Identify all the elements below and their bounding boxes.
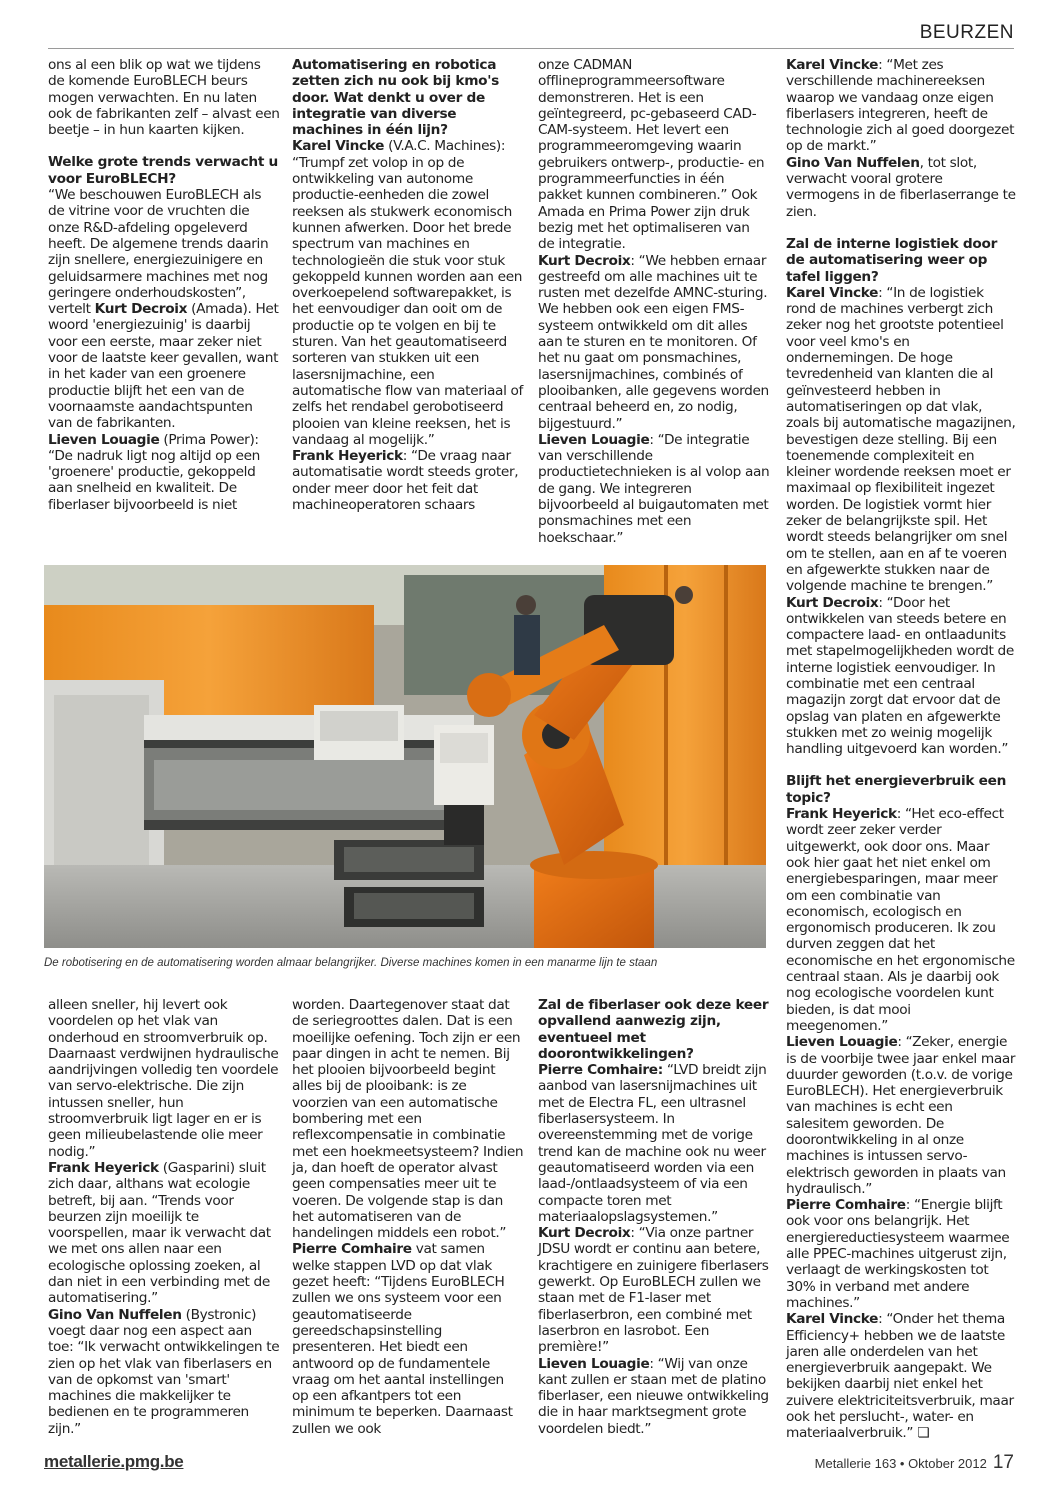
header-rule: [48, 48, 1014, 49]
paragraph: Karel Vincke: “Onder het thema Efficiency+ hebben we de laatste jaren alle onderdelen van het energieverbruik aangepakt. We bekijken daarbij niet enkel het zuivere elektriciteitsverbruik, maar ook het perslucht-, water- en materiaalverbruik.” ❏: [786, 1311, 1014, 1442]
paragraph: Lieven Louagie (Prima Power): “De nadruk ligt nog altijd op een 'groenere' productie, gekoppeld aan snelheid en kwaliteit. De fiberlaser bijvoorbeeld is niet: [48, 431, 260, 513]
question-heading: Zal de interne logistiek door de automatisering weer op tafel liggen?: [786, 235, 998, 285]
speaker-name: Frank Heyerick: [292, 448, 403, 465]
speaker-name: Karel Vincke: [292, 138, 385, 155]
paragraph: Karel Vincke: “Met zes verschillende machinereeksen waarop we vandaag onze eigen fiberlasers integreren, heeft de technologie zich al goed doorgezet op de markt.”: [786, 57, 1015, 155]
speaker-name: Lieven Louagie: [538, 1355, 650, 1372]
paragraph: Pierre Comhaire: “Energie blijft ook voor ons belangrijk. Het energiereductiesysteem waarmee alle PPEC-machines uitgerust zijn, verlaagt de werkingskosten tot 30% in verband met andere machines.”: [786, 1197, 1010, 1311]
speaker-name: Gino Van Nuffelen: [786, 154, 920, 171]
footer-site-link[interactable]: metallerie.pmg.be: [44, 1452, 184, 1471]
robot-photo: [44, 565, 766, 948]
speaker-name: Kurt Decroix: [538, 1225, 631, 1242]
paragraph: Frank Heyerick: “Het eco-effect wordt zeer zeker verder uitgewerkt, ook door ons. Maar ook hier gaat het niet enkel om energiebesparingen, maar meer om een combinatie van economisch, ecologisch en ergonomisch produceren. Ik zou durven zeggen dat het economische en het ergonomische centraal staan. Als je daarbij ook nog ecologische voordelen kunt bieden, is dat mooi meegenomen.”: [786, 806, 1015, 1034]
speaker-name: Kurt Decroix: [94, 301, 188, 318]
speaker-name: Karel Vincke: [786, 284, 879, 301]
article-column-5: [48, 997, 280, 1437]
paragraph: ons al een blik op wat we tijdens de komende EuroBLECH beurs mogen verwachten. En nu laten ook de fabrikanten zelf – alvast een beetje – in hun kaarten kijken.: [48, 57, 280, 139]
speaker-name: Frank Heyerick: [48, 1159, 159, 1176]
speaker-name: Lieven Louagie: [786, 1034, 898, 1051]
question-heading: Automatisering en robotica zetten zich nu ook bij kmo's door. Wat denkt u over de integratie van diverse machines in één lijn?: [292, 57, 499, 139]
speaker-name: Pierre Comhaire: [292, 1241, 412, 1258]
question-heading: Welke grote trends verwacht u voor EuroBLECH?: [48, 154, 278, 187]
paragraph: Frank Heyerick (Gasparini) sluit zich daar, althans wat ecologie betreft, bij aan. “Trends voor beurzen zijn moeilijk te voorspellen, maar ik verwacht dat we met ons allen naar een ecologische oplossing zoeken, al dan niet in een verbinding met de automatisering.”: [48, 1159, 271, 1307]
paragraph: Gino Van Nuffelen (Bystronic) voegt daar nog een aspect aan toe: “Ik verwacht ontwikkelingen te zien op het vlak van fiberlasers en van de opkomst van 'smart' machines die makkelijker te bedienen en te programmeren zijn.”: [48, 1306, 280, 1437]
article-column-2: [292, 57, 524, 513]
paragraph: Kurt Decroix: “Door het ontwikkelen van steeds betere en compactere laad- en ontlaadunits met stapelmogelijkheden wordt de interne logistiek eenvoudiger. In combinatie met een centraal magazijn zorgt dat ervoor dat de opslag van platen en afgewerkte stukken met zo weinig mogelijk handling uitgevoerd kan worden.”: [786, 594, 1014, 758]
speaker-name: Pierre Comhaire:: [538, 1062, 663, 1079]
paragraph: Pierre Comhaire vat samen welke stappen LVD op dat vlak gezet heeft: “Tijdens EuroBLECH zullen we ons systeem voor een geautomatiseerde gereedschapsinstelling presenteren. Het biedt een antwoord op de fundamentele vraag om het aantal instellingen op een afkantpers tot een minimum te beperken. Daarnaast zullen we ook: [292, 1241, 513, 1437]
paragraph: Karel Vincke: “In de logistiek rond de machines verbergt zich zeker nog het grootste potentieel voor veel kmo's en ondernemingen. De hoge tevredenheid van klanten die al geïnvesteerd hebben in automatiseringen op dat vlak, zoals bij automatische magazijnen, bevestigen deze stelling. Bij een toenemende complexiteit en kleiner wordende reeksen moet er maximaal op flexibiliteit ingezet worden. De logistiek vormt hier zeker de belangrijkste spil. Het wordt steeds belangrijker om snel om te stellen, aan en af te voeren en afgewerkte stukken naar de volgende machine te brengen.”: [786, 284, 1016, 595]
paragraph: Pierre Comhaire: “LVD breidt zijn aanbod van lasersnijmachines uit met de Electra FL, een ultrasnel fiberlasersysteem. In overeenstemming met de vorige trend kan de machine ook nu weer geautomatiseerd worden via een laad-/ontlaadsysteem of via een compacte toren met materiaalopslagsystemen.”: [538, 1062, 767, 1225]
question-heading: Blijft het energieverbruik een topic?: [786, 773, 1007, 806]
article-column-4: [786, 57, 1016, 1442]
photo-caption: De robotisering en de automatisering worden almaar belangrijker. Diverse machines komen in een manarme lijn te staan: [44, 957, 658, 969]
article-column-1: [48, 57, 280, 513]
speaker-name: Karel Vincke: [786, 57, 879, 73]
paragraph: onze CADMAN offlineprogrammeersoftware demonstreren. Het is een geïntegreerd, pc-gebaseerd CAD-CAM-systeem. Het levert een programmeeromgeving waarin gebruikers ontwerp-, productie- en programmeerfuncties in één pakket kunnen combineren.” Ook Amada en Prima Power zijn druk bezig met het optimaliseren van de integratie.: [538, 57, 765, 253]
speaker-name: Lieven Louagie: [538, 431, 650, 448]
end-mark-icon: ❏: [917, 1425, 930, 1442]
speaker-name: Pierre Comhaire: [786, 1197, 906, 1214]
paragraph: Lieven Louagie: “De integratie van verschillende productietechnieken is al volop aan de gang. We integreren bijvoorbeeld al buigautomaten met ponsmachines met een hoekschaar.”: [538, 431, 770, 546]
speaker-name: Frank Heyerick: [786, 806, 897, 823]
question-heading: Zal de fiberlaser ook deze keer opvallend aanwezig zijn, eventueel met doorontwikkelingen?: [538, 997, 769, 1062]
article-column-6: [292, 997, 524, 1437]
paragraph: worden. Daartegenover staat dat de seriegroottes dalen. Dat is een moeilijke oefening. Toch zijn er een paar dingen in acht te nemen. Bij het plooien bijvoorbeeld begint alles bij de plooibank: is ze voorzien van een automatische bombering met een reflexcompensatie in combinatie met een hoekmeetsysteem? Indien ja, dan hoeft de operator alvast geen compensaties meer uit te voeren. De volgende stap is dan het automatiseren van de handelingen middels een robot.”: [292, 997, 524, 1242]
issue-label: Metallerie 163 • Oktober 2012: [814, 1456, 987, 1471]
article-column-3: [538, 57, 770, 546]
speaker-name: Karel Vincke: [786, 1311, 879, 1328]
page-number: 17: [992, 1452, 1014, 1473]
paragraph: Lieven Louagie: “Zeker, energie is de voorbije twee jaar enkel maar duurder geworden (t.o.v. de vorige EuroBLECH). Het energieverbruik van machines is echt een salesitem geworden. De doorontwikkeling in al onze machines is intussen servo-elektrisch geworden in plaats van hydraulisch.”: [786, 1034, 1016, 1197]
speaker-name: Lieven Louagie: [48, 431, 160, 448]
paragraph: Kurt Decroix: “Via onze partner JDSU wordt er continu aan betere, krachtigere en zuinigere fiberlasers gewerkt. Op EuroBLECH zullen we staan met de F1-laser met fiberlaserbron, een combiné met laserbron en lasrobot. Een première!”: [538, 1225, 769, 1356]
section-title: BEURZEN: [919, 22, 1014, 43]
paragraph: Lieven Louagie: “Wij van onze kant zullen er staan met de platino fiberlaser, een nieuwe ontwikkeling die in haar marktsegment grote voordelen biedt.”: [538, 1355, 769, 1437]
paragraph: “We beschouwen EuroBLECH als de vitrine voor de vruchten die onze R&D-afdeling opgeleverd heeft. De algemene trends daarin zijn snellere, energiezuinigere en geluidsarmere machines met nog geringere onderhoudskosten”, vertelt Kurt Decroix (Amada). Het woord 'energiezuinig' is daarbij voor een eerste, maar zeker niet voor de laatste keer gevallen, want in het kader van een groenere productie blijft het een van de voornaamste aandachtspunten van de fabrikanten.: [48, 187, 279, 432]
paragraph: Gino Van Nuffelen, tot slot, verwacht vooral grotere vermogens in de fiberlaserrange te zien.: [786, 154, 1016, 220]
article-column-7: [538, 997, 770, 1437]
footer-issue: [815, 1452, 1014, 1474]
paragraph: Karel Vincke (V.A.C. Machines): “Trumpf zet volop in op de ontwikkeling van autonome productie-eenheden die zowel reeksen als stukwerk economisch kunnen afwerken. Door het brede spectrum van machines en technologieën die stuk voor stuk gekoppeld kunnen worden aan een overkoepelend softwarepakket, is het eenvoudiger dan ooit om de productie op te volgen en bij te sturen. Van het geautomatiseerd sorteren van stukken uit een lasersnijmachine, een automatische flow van materiaal of zelfs het rendabel gerobotiseerd plooien van kleine reeksen, het is vandaag al mogelijk.”: [292, 138, 524, 448]
paragraph: alleen sneller, hij levert ook voordelen op het vlak van onderhoud en stroomverbruik op. Daarnaast verdwijnen hydraulische aandrijvingen volledig ten voordele van servo-elektrische. Die zijn intussen sneller, hun stroomverbruik ligt lager en er is geen milieubelastende olie meer nodig.”: [48, 997, 279, 1160]
speaker-name: Kurt Decroix: [786, 594, 879, 611]
speaker-name: Kurt Decroix: [538, 252, 631, 269]
speaker-name: Gino Van Nuffelen: [48, 1306, 182, 1323]
paragraph: Kurt Decroix: “We hebben ernaar gestreefd om alle machines uit te rusten met dezelfde AMNC-sturing. We hebben ook een eigen FMS-systeem ontwikkeld om dit alles aan te sturen en te monitoren. Of het nu gaat om ponsmachines, lasersnijmachines, combinés of plooibanken, alle gegevens worden centraal beheerd en, zo nodig, bijgestuurd.”: [538, 252, 769, 432]
paragraph: Frank Heyerick: “De vraag naar automatisatie wordt steeds groter, onder meer door het feit dat machineoperatoren schaars: [292, 448, 519, 514]
